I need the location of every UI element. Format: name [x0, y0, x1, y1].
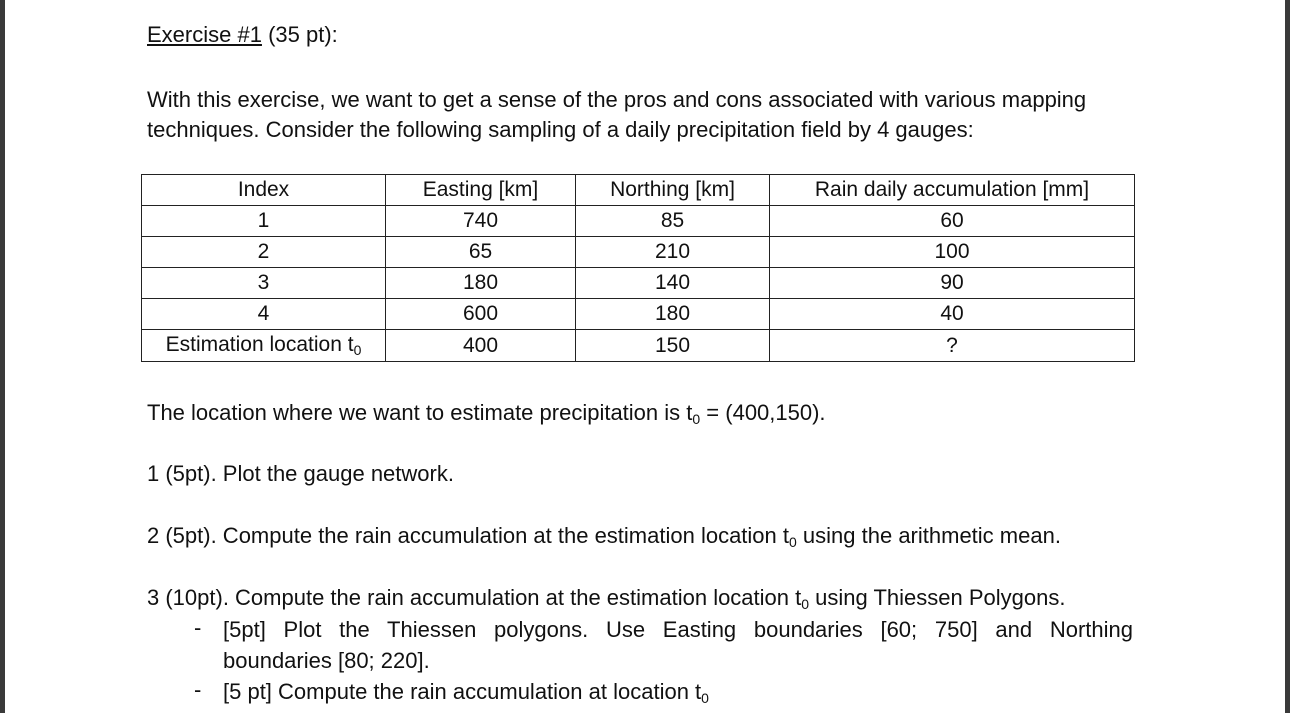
table-row — [142, 206, 1135, 237]
cell-index — [142, 330, 386, 362]
subscript: 0 — [701, 690, 709, 706]
header-easting: Easting [km] — [386, 175, 576, 206]
cell-index: 1 — [142, 206, 386, 237]
table-row — [142, 268, 1135, 299]
header-northing: Northing [km] — [576, 175, 770, 206]
exercise-points: (35 pt): — [261, 22, 338, 47]
cell-northing: 140 — [576, 268, 770, 299]
exercise-link[interactable]: Exercise #1 — [147, 22, 262, 47]
question-2 — [147, 523, 1061, 549]
estimation-label: Estimation location t — [165, 333, 354, 356]
cell-rain: 90 — [770, 268, 1135, 299]
cell-easting: 600 — [386, 299, 576, 330]
exercise-title — [147, 22, 338, 48]
cell-index: 2 — [142, 237, 386, 268]
subquestion-3b-text: [5 pt] Compute the rain accumulation at location t — [223, 679, 702, 704]
question-3-text: 3 (10pt). Compute the rain accumulation at the estimation location t — [147, 585, 802, 610]
gauge-table — [141, 174, 1135, 362]
cell-easting: 740 — [386, 206, 576, 237]
cell-rain: 60 — [770, 206, 1135, 237]
location-text: The location where we want to estimate precipitation is t — [147, 400, 693, 425]
header-index: Index — [142, 175, 386, 206]
subscript: 0 — [801, 596, 810, 612]
cell-northing: 210 — [576, 237, 770, 268]
cell-easting: 400 — [386, 330, 576, 362]
table-row — [142, 330, 1135, 362]
table-row — [142, 237, 1135, 268]
question-1: 1 (5pt). Plot the gauge network. — [147, 461, 454, 486]
subscript: 0 — [692, 411, 701, 427]
subscript: 0 — [353, 342, 362, 358]
cell-easting: 180 — [386, 268, 576, 299]
location-coords: = (400,150). — [700, 400, 826, 425]
question-3-tail: using Thiessen Polygons. — [809, 585, 1066, 610]
cell-northing: 85 — [576, 206, 770, 237]
question-3 — [147, 585, 1065, 611]
subscript: 0 — [789, 534, 797, 550]
cell-northing: 150 — [576, 330, 770, 362]
cell-northing: 180 — [576, 299, 770, 330]
table-row — [142, 299, 1135, 330]
cell-rain: ? — [770, 330, 1135, 362]
cell-rain: 40 — [770, 299, 1135, 330]
table-header-row — [142, 175, 1135, 206]
cell-rain: 100 — [770, 237, 1135, 268]
subquestion-3b — [223, 677, 709, 709]
bullet-dash: - — [194, 677, 202, 702]
subquestion-3a-line2: boundaries [80; 220]. — [223, 648, 430, 673]
subquestion-3a-line1: [5pt] Plot the Thiessen polygons. Use Easting boundaries [60; 750] and Northing — [223, 617, 1133, 642]
question-2-text: 2 (5pt). Compute the rain accumulation at the estimation location t — [147, 523, 790, 548]
question-2-tail: using the arithmetic mean. — [796, 523, 1061, 548]
cell-easting: 65 — [386, 237, 576, 268]
location-paragraph — [147, 400, 826, 426]
bullet-dash: - — [194, 615, 202, 640]
header-rain: Rain daily accumulation [mm] — [770, 175, 1135, 206]
cell-index: 3 — [142, 268, 386, 299]
cell-index: 4 — [142, 299, 386, 330]
intro-paragraph: With this exercise, we want to get a sense of the pros and cons associated with various mapping techniques. Consider the following sampling of a daily precipitation field by 4 gauges: — [147, 87, 1087, 142]
